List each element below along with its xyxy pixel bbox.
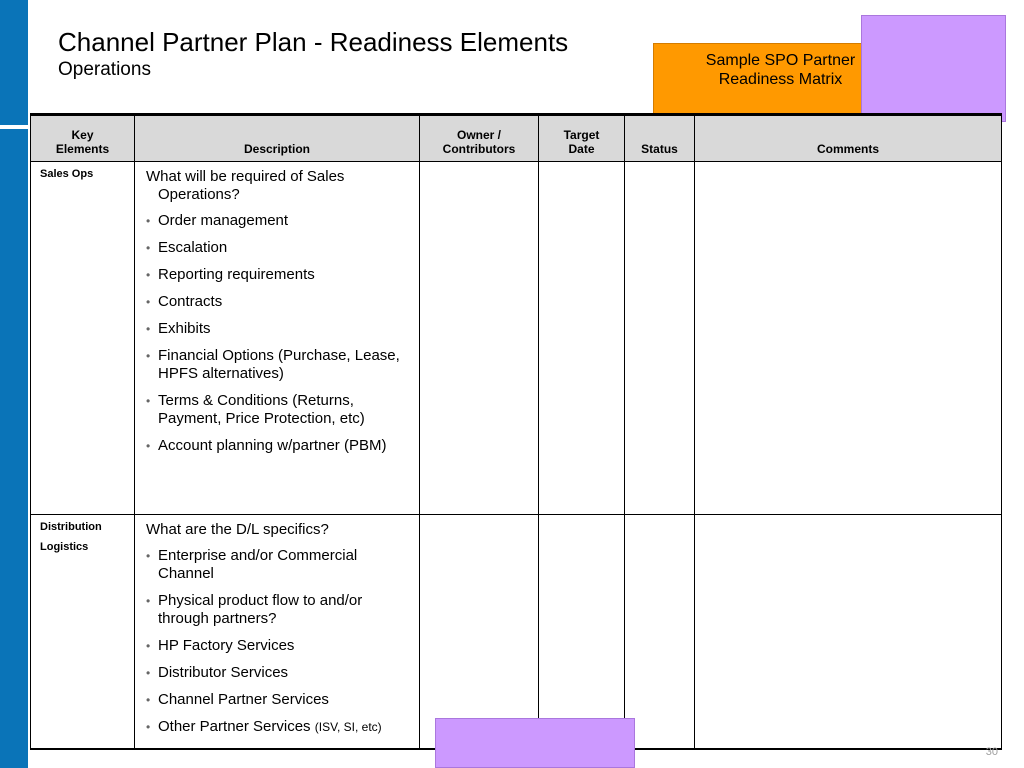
bullet-item [146, 293, 415, 311]
bullet-list [146, 212, 415, 455]
header-target-line2: Date [568, 142, 595, 156]
callout-line-1: Sample SPO Partner [705, 52, 856, 69]
bullet-text: Escalation [158, 239, 228, 256]
status-cell [625, 162, 695, 515]
bullet-item [146, 266, 415, 284]
bullet-item [146, 437, 415, 455]
header-key-line2: Elements [55, 142, 110, 156]
bullet-item [146, 320, 415, 338]
purple-box-top [861, 15, 1006, 122]
table-row-distribution-logistics [31, 515, 1002, 750]
bullet-text: HP Factory Services [158, 637, 295, 654]
bullet-text: Order management [158, 212, 289, 229]
bullet-text: Other Partner Services [158, 718, 311, 735]
bullet-item [146, 347, 415, 383]
bullet-dot-icon: • [146, 295, 151, 309]
key-element-sales-ops: Sales Ops [31, 162, 135, 515]
accent-bar-notch [0, 125, 28, 129]
header-owner-line2: Contributors [442, 142, 516, 156]
bullet-text: Reporting requirements [158, 266, 315, 283]
key-line-1: Distribution [40, 521, 102, 533]
slide-title: Channel Partner Plan - Readiness Elements [58, 27, 569, 57]
bullet-dot-icon: • [146, 693, 151, 707]
bullet-item [146, 718, 415, 736]
left-accent-bar [0, 0, 28, 768]
question-line-1: What will be required of Sales [146, 168, 345, 185]
bullet-text: Terms & Conditions (Returns, Payment, Price Protection, etc) [158, 392, 365, 427]
description-question [146, 168, 415, 204]
bullet-text: Channel Partner Services [158, 691, 329, 708]
header-target-date [539, 115, 625, 162]
header-target-line1: Target [563, 128, 600, 142]
bullet-item [146, 637, 415, 655]
bullet-dot-icon: • [146, 594, 151, 608]
bullet-dot-icon: • [146, 349, 151, 363]
description-question: What are the D/L specifics? [146, 521, 329, 538]
comments-cell [695, 162, 1002, 515]
header-owner-line1: Owner / [456, 128, 501, 142]
slide-subtitle: Operations [58, 59, 151, 80]
table-row-sales-ops [31, 162, 1002, 515]
bullet-text: Contracts [158, 293, 223, 310]
bullet-item [146, 664, 415, 682]
header-key-line1: Key [71, 128, 94, 142]
table-header-row [31, 115, 1002, 162]
bullet-item [146, 392, 415, 428]
bullet-text: Account planning w/partner (PBM) [158, 437, 387, 454]
purple-box-bottom [435, 718, 635, 768]
bullet-dot-icon: • [146, 666, 151, 680]
header-description: Description [135, 115, 420, 162]
bullet-text: Physical product flow to and/or through partners? [158, 592, 363, 627]
page-number: 30 [985, 746, 998, 758]
bullet-dot-icon: • [146, 439, 151, 453]
bullet-dot-icon: • [146, 322, 151, 336]
bullet-text-small: (ISV, SI, etc) [314, 720, 382, 734]
bullet-dot-icon: • [146, 241, 151, 255]
header-status: Status [625, 115, 695, 162]
bullet-item [146, 212, 415, 230]
callout-line-2: Readiness Matrix [718, 71, 843, 88]
bullet-list [146, 547, 415, 736]
bullet-dot-icon: • [146, 549, 151, 563]
target-date-cell [539, 515, 625, 750]
owner-cell [420, 162, 539, 515]
bullet-item [146, 239, 415, 257]
header-comments: Comments [695, 115, 1002, 162]
description-sales-ops [135, 162, 420, 515]
bullet-dot-icon: • [146, 268, 151, 282]
comments-cell [695, 515, 1002, 750]
header-owner [420, 115, 539, 162]
question-line-2: Operations? [158, 186, 240, 203]
bullet-text: Distributor Services [158, 664, 289, 681]
bullet-item [146, 547, 415, 583]
target-date-cell [539, 162, 625, 515]
bullet-text: Exhibits [158, 320, 211, 337]
bullet-dot-icon: • [146, 720, 151, 734]
header-key-elements [31, 115, 135, 162]
key-line-2: Logistics [40, 541, 89, 553]
bullet-text: Enterprise and/or Commercial Channel [158, 547, 358, 582]
bullet-text: Financial Options (Purchase, Lease, HPFS alternatives) [158, 347, 400, 382]
bullet-dot-icon: • [146, 394, 151, 408]
owner-cell [420, 515, 539, 750]
bullet-dot-icon: • [146, 639, 151, 653]
bullet-item [146, 691, 415, 709]
bullet-item [146, 592, 415, 628]
description-distribution-logistics [135, 515, 420, 750]
bullet-dot-icon: • [146, 214, 151, 228]
key-element-distribution-logistics [31, 515, 135, 750]
status-cell [625, 515, 695, 750]
readiness-matrix-table [30, 113, 1002, 750]
